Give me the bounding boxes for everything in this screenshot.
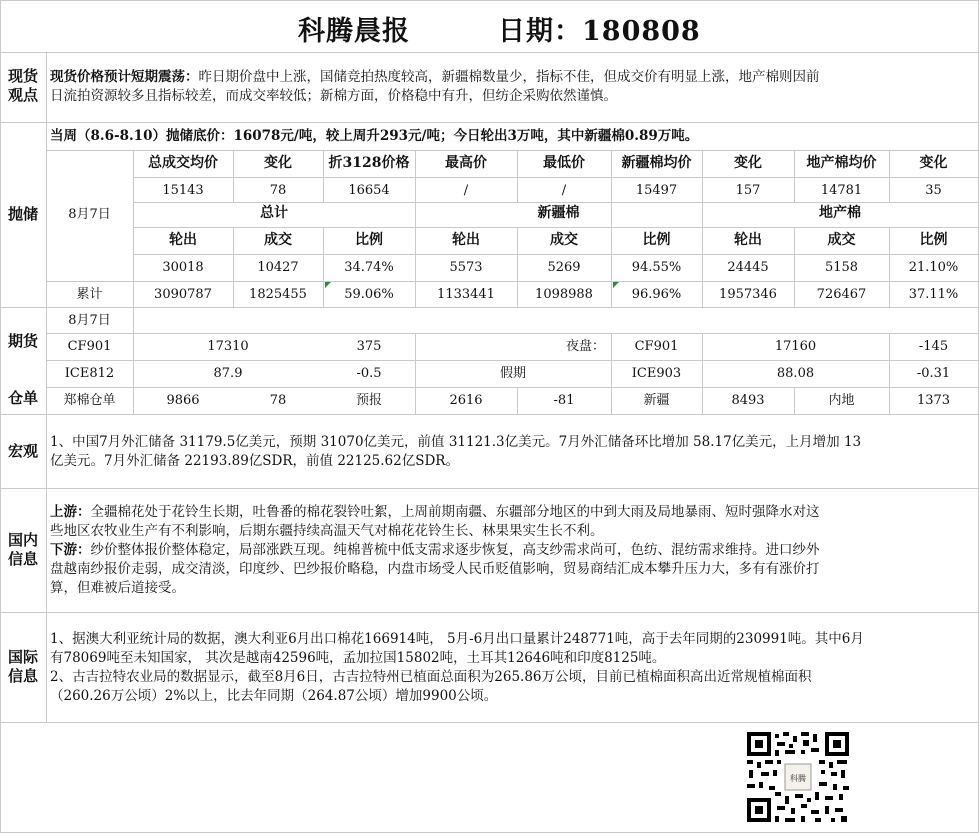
macro-line: 亿美元。7月外汇储备 22193.89亿SDR，前值 22125.62亿SDR。 [50, 453, 459, 469]
spot-line: 昨日期价盘中上涨，国储竞拍热度较高，新疆棉数量少，指标不佳，但成交价有明显上涨，地产棉则因前 [198, 69, 820, 85]
cumulative-cell: 59.06% [344, 287, 394, 302]
inland-value: 1373 [916, 393, 951, 408]
futures-date: 8月7日 [68, 313, 111, 328]
cell-note-marker [613, 282, 619, 288]
section-label-macro: 宏观 [7, 442, 38, 460]
report-date: 日期：180808 [498, 16, 701, 47]
header-cell: 最高价 [445, 155, 487, 171]
header-cell: 轮出 [734, 232, 762, 248]
contract-change: -0.5 [356, 366, 382, 381]
value-cell: 16654 [348, 183, 390, 198]
upstream-lead: 上游： [50, 504, 91, 520]
header-cell: 成交 [264, 232, 292, 248]
contract-name: ICE903 [631, 366, 682, 381]
spot-paragraph [50, 68, 976, 106]
intl-line: （260.26万公顷）2%以上，比去年同期（264.87公顷）增加9900公顷。 [50, 688, 498, 704]
section-label-intl: 国际 信息 [7, 648, 38, 685]
qr-center-text: 科腾 [790, 774, 806, 783]
grid-line [0, 0, 1, 833]
spot-lead: 现货价格预计短期震荡： [50, 69, 199, 85]
contract-price: 88.08 [776, 366, 815, 381]
section-label-spot: 现货 观点 [7, 67, 38, 104]
night-session-label: 夜盘： [565, 339, 605, 354]
value-cell: 10427 [257, 260, 299, 275]
group-header: 地产棉 [819, 205, 861, 221]
value-cell: 30018 [162, 260, 204, 275]
grid-line [0, 52, 979, 53]
group-header: 总计 [260, 205, 288, 221]
contract-price: 87.9 [213, 366, 243, 381]
value-cell: 14781 [820, 183, 863, 198]
value-cell: 94.55% [631, 260, 682, 275]
contract-change: 375 [356, 339, 382, 354]
section-label-futures: 期货 [7, 332, 38, 350]
domestic-line: 些地区农牧业生产有不利影响，后期东疆持续高温天气对棉花花铃生长、林果果实生长不利。 [50, 523, 604, 539]
header-cell: 总成交均价 [148, 155, 218, 171]
forecast-change: -81 [553, 393, 575, 408]
value-cell: 21.10% [908, 260, 959, 275]
header-cell: 地产棉均价 [806, 155, 877, 171]
forecast-label: 预报 [355, 393, 382, 408]
warehouse-value: 9866 [166, 393, 200, 408]
inland-label: 内地 [828, 393, 855, 408]
grid-line [0, 122, 979, 123]
section-label-reserve: 抛储 [7, 205, 38, 223]
grid-line [0, 722, 979, 723]
intl-line: 2、古吉拉特农业局的数据显示，截至8月6日，古吉拉特州已植面总面积为265.86万公顷，目前已植棉面积高出近常规植棉面积 [50, 669, 812, 685]
warehouse-change: 78 [269, 393, 287, 408]
macro-line: 1、中国7月外汇储备 31179.5亿美元，预期 31070亿美元，前值 31121.3亿美元。7月外汇储备环比增加 58.17亿美元，上月增加 13 [50, 434, 862, 450]
cumulative-cell: 3090787 [154, 287, 212, 302]
contract-change: -145 [918, 339, 949, 354]
domestic-line: 全疆棉花处于花铃生长期，吐鲁番的棉花裂铃吐絮，上周前期南疆、东疆部分地区的中到大雨及局地暴雨、短时强降水对这 [90, 504, 820, 520]
header-cell: 比例 [355, 232, 383, 248]
domestic-line: 算，但难被后道接受。 [50, 580, 185, 596]
header-cell: 比例 [642, 232, 671, 248]
intl-paragraph [50, 630, 976, 706]
grid-line [0, 0, 979, 1]
report-title: 科腾晨报 [298, 16, 410, 47]
cumulative-cell: 1957346 [719, 287, 777, 302]
header-cell: 新疆棉均价 [621, 155, 692, 171]
cumulative-cell: 726467 [816, 287, 867, 302]
contract-change: -0.31 [916, 366, 951, 381]
group-header: 新疆棉 [537, 205, 580, 221]
domestic-line: 纱价整体报价整体稳定，局部涨跌互现。纯棉普梳中低支需求逐步恢复，高支纱需求尚可，色纺、混纺需求维持。进口纱外 [90, 542, 820, 558]
value-cell: 5573 [449, 260, 483, 275]
value-cell: 78 [269, 183, 287, 198]
downstream-lead: 下游： [50, 542, 91, 558]
grid-line [0, 488, 979, 489]
contract-name: ICE812 [64, 366, 115, 381]
value-cell: 5269 [547, 260, 581, 275]
grid-line [0, 612, 979, 613]
warehouse-label: 郑棉仓单 [63, 393, 116, 408]
grid-line [0, 414, 979, 415]
value-cell: 157 [735, 183, 761, 198]
header-cell: 最低价 [543, 155, 585, 171]
header-cell: 变化 [264, 155, 292, 171]
cumulative-cell: 1133441 [437, 287, 495, 302]
value-cell: 15143 [162, 183, 204, 198]
holiday-note: 假期 [499, 366, 526, 381]
section-label-domestic: 国内 信息 [7, 531, 38, 568]
contract-price: 17310 [207, 339, 249, 354]
header-cell: 轮出 [169, 232, 197, 248]
cumulative-cell: 37.11% [908, 287, 959, 302]
header-cell: 成交 [550, 232, 578, 248]
contract-name: CF901 [634, 339, 679, 354]
value-cell: 34.74% [344, 260, 394, 275]
value-cell: 35 [925, 183, 942, 198]
qr-code-icon [745, 730, 851, 824]
section-label-warehouse: 仓单 [7, 389, 38, 407]
value-cell: 24445 [727, 260, 769, 275]
header-cell: 变化 [734, 155, 762, 171]
intl-line: 1、据澳大利亚统计局的数据，澳大利亚6月出口棉花166914吨， 5月-6月出口量累计248771吨，高于去年同期的230991吨。其中6月 [50, 631, 864, 647]
header-cell: 比例 [919, 232, 948, 248]
value-cell: / [561, 183, 567, 198]
forecast-value: 2616 [449, 393, 483, 408]
domestic-paragraph [50, 503, 976, 598]
header-cell: 成交 [827, 232, 856, 248]
macro-paragraph [50, 433, 976, 471]
header-cell: 折3128价格 [328, 155, 410, 171]
xinjiang-value: 8493 [731, 393, 765, 408]
cumulative-cell: 1825455 [249, 287, 307, 302]
cumulative-label: 累计 [76, 287, 103, 302]
spot-line: 日流拍资源较多且指标较差，而成交率较低；新棉方面，价格稳中有升，但纺企采购依然谨慎。 [50, 88, 617, 104]
header-cell: 变化 [919, 155, 948, 171]
cell-note-marker [325, 282, 331, 288]
value-cell: 15497 [635, 183, 678, 198]
value-cell: / [463, 183, 469, 198]
intl-line: 有78069吨至未知国家， 其次是越南42596吨，孟加拉国15802吨，土耳其12646吨和印度8125吨。 [50, 650, 666, 666]
header-cell: 轮出 [452, 232, 480, 248]
cumulative-cell: 96.96% [631, 287, 682, 302]
contract-name: CF901 [67, 339, 112, 354]
contract-price: 17160 [774, 339, 817, 354]
reserve-summary: 当周（8.6-8.10）抛储底价：16078元/吨，较上周升293元/吨；今日轮出3万吨，其中新疆棉0.89万吨。 [50, 128, 699, 144]
reserve-date: 8月7日 [68, 207, 111, 222]
xinjiang-label: 新疆 [643, 393, 670, 408]
value-cell: 5158 [824, 260, 859, 275]
cumulative-cell: 1098988 [535, 287, 593, 302]
domestic-line: 盘越南纱报价走弱，成交清淡，印度纱、巴纱报价略稳，内盘市场受人民币贬值影响，贸易商结汇成本攀升压力大，多有有涨价打 [50, 561, 820, 577]
